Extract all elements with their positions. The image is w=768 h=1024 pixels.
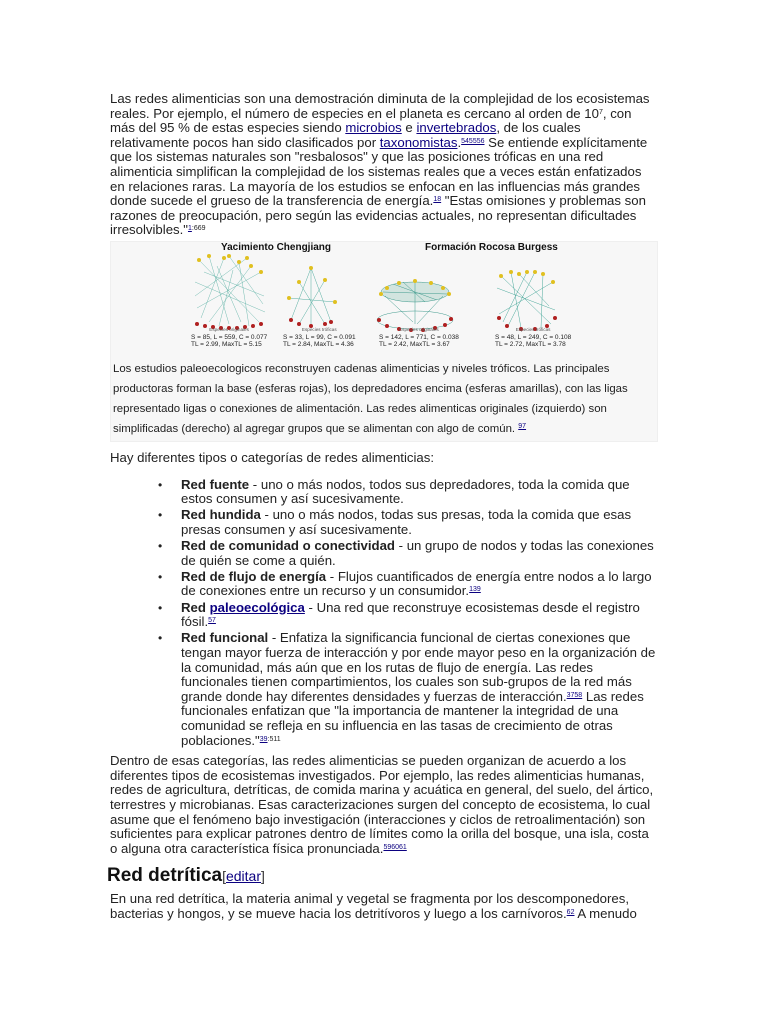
citation-page: :511	[267, 735, 281, 743]
detrital-paragraph	[110, 892, 658, 921]
intro-text: , con más del 95 % de estas especies siendo	[110, 105, 632, 136]
definition: - un grupo de nodos y todas las conexiones de quién se come a quién.	[181, 538, 654, 568]
definition: - uno o más nodos, todos sus depredadores, toda la comida que estos consumen y así sucesivamente.	[181, 476, 630, 507]
intro-text: e	[401, 120, 417, 136]
food-web-figure	[110, 241, 658, 442]
term: Red funcional	[181, 630, 269, 646]
burgess-original-web	[373, 270, 457, 334]
intro-text: Se entiende explícitamente que los sistemas naturales son "resbalosos" y que las posiciones tróficas en una red alimenticia simplifican la complejidad de los sistemas reales que a veces están enfatizados en relaciones raras. La mayoría de los estudios se enfocan en las influencias más grandes donde sucede el grueso de la transferencia de energía.	[110, 134, 648, 209]
chengjiang-trophic-web	[281, 262, 343, 330]
types-intro: Hay diferentes tipos o categorías de redes alimenticias:	[110, 449, 434, 465]
intro-text: .	[457, 134, 462, 150]
list-item	[181, 508, 658, 537]
edit-link[interactable]: editar	[225, 868, 262, 885]
edit-section: [editar]	[222, 868, 265, 885]
panel-stats: Especies originales S = 142, L = 771, C = 0.038 TL = 2.42, MaxTL = 3.67	[379, 326, 459, 349]
list-item	[181, 570, 658, 599]
link-microbios[interactable]: microbios	[345, 120, 402, 136]
intro-text: "Estas omisiones y problemas son razones de preocupación, pero según las evidencias actuales, no representan dificultades irresolvibles."	[110, 193, 646, 238]
definition: - Una red que reconstruye ecosistemas desde el registro fósil.	[181, 599, 640, 630]
intro-text: Las redes alimenticias son una demostración diminuta de la complejidad de los ecosistemas reales. Por ejemplo, el número de especies en el planeta es cercano al orden de 10	[110, 91, 650, 121]
citation-ref[interactable]: 39	[259, 735, 268, 743]
intro-text: , de los cuales relativamente pocos han sido clasificados por	[110, 120, 581, 150]
citation-page: :669	[191, 225, 206, 233]
panel-stats: Especies originales S = 85, L = 559, C = 0.077 TL = 2.99, MaxTL = 5.15	[191, 326, 268, 349]
paragraph-text: Dentro de esas categorías, las redes alimenticias se pueden organizan de acuerdo a los diferentes tipos de ecosistemas investigados. Por ejemplo, las redes alimenticias humanas, redes de agricultura, detríticas, de comida marina y acuática en general, del suelo, del ártico, terrestres y microbianas. Esas caracterizaciones surgen del concepto de ecosistema, lo cual asume que el fenómeno bajo investigación (interacciones y ciclos de retroalimentación) son suficientes para explicar patrones dentro de límites como la orilla del bosque, una isla, costa o alguna otra característica física pronunciada.	[110, 753, 654, 856]
list-item	[181, 601, 658, 630]
citation-ref[interactable]: 545556	[461, 137, 485, 145]
chengjiang-original-web	[189, 252, 271, 332]
citation-ref[interactable]: 18	[433, 196, 442, 204]
link-invertebrados[interactable]: invertebrados	[416, 120, 497, 136]
link-paleoecologica[interactable]: paleoecológica	[209, 599, 305, 615]
paragraph-text: A menudo	[574, 905, 637, 921]
citation-ref[interactable]: 1	[187, 225, 192, 233]
citation-ref[interactable]: 57	[208, 617, 216, 625]
list-item	[181, 539, 658, 568]
link-taxonomistas[interactable]: taxonomistas	[379, 134, 458, 150]
panel-stats: Especies tróficas S = 48, L = 249, C = 0.108 TL = 2.72, MaxTL = 3.78	[495, 326, 572, 349]
types-list	[110, 478, 658, 749]
term: Red fuente	[181, 476, 250, 492]
definition: - Flujos cuantificados de energía entre nodos a lo largo de conexiones entre un recurso y un consumidor.	[181, 568, 652, 599]
citation-ref[interactable]: 3758	[566, 691, 583, 699]
definition: Las redes funcionales enfatizan que "la importancia de mantener la integridad de una comunidad se refleja en su influencia en las tasas de crecimiento de otras poblaciones."	[181, 688, 644, 748]
burgess-trophic-web	[491, 266, 561, 334]
figure-title-left: Yacimiento Chengjiang	[221, 241, 332, 253]
paragraph-text: En una red detrítica, la materia animal y vegetal se fragmenta por los descomponedores, bacterias y hongos, y se mueve hacia los detritívoros y luego a los carnívoros.	[110, 891, 629, 921]
section-heading	[107, 864, 658, 888]
term: Red	[181, 599, 210, 615]
citation-ref[interactable]: 596061	[383, 843, 407, 851]
list-item	[181, 631, 658, 748]
citation-ref[interactable]: 139	[469, 586, 481, 594]
article-content	[107, 91, 658, 922]
list-item	[181, 478, 658, 507]
citation-ref[interactable]: 62	[566, 908, 575, 916]
figure-title-right: Formación Rocosa Burgess	[425, 241, 558, 253]
definition: - uno o más nodos, todas sus presas, toda la comida que esas presas consumen y así sucesivamente.	[181, 507, 632, 537]
term: Red de flujo de energía	[181, 568, 327, 584]
definition: - Enfatiza la significancia funcional de ciertas conexiones que tengan mayor fuerza de interacción y por ende mayor peso en la organización de la comunidad, más aún que en los rutas de flujo de energía. Las redes funcionales tienen compartimientos, los cuales son sub-grupos de la red más grande donde hay diferentes densidades y fuerzas de interacción.	[181, 630, 656, 704]
term: Red hundida	[181, 507, 261, 523]
figure-caption	[111, 359, 657, 441]
intro-paragraph	[110, 92, 658, 238]
citation-ref[interactable]: 97	[518, 422, 527, 430]
exponent: 7	[598, 108, 603, 116]
panel-stats: Especies tróficas S = 33, L = 99, C = 0.091 TL = 2.84, MaxTL = 4.36	[283, 326, 356, 349]
categories-paragraph	[110, 754, 658, 856]
term: Red de comunidad o conectividad	[181, 538, 395, 554]
section-title: Red detrítica	[107, 865, 223, 887]
caption-text: Los estudios paleoecologicos reconstruyen cadenas alimenticias y niveles tróficos. Las principales productoras forman la base (esferas rojas), los depredadores encima (esferas amarillas), con las ligas representado ligas o conexiones de alimentación. Las redes alimenticas originales (izquierdo) son simplificadas (derecho) al agregar grupos que se alimentan con algo de común.	[113, 362, 628, 435]
food-web-image[interactable]	[111, 242, 657, 359]
